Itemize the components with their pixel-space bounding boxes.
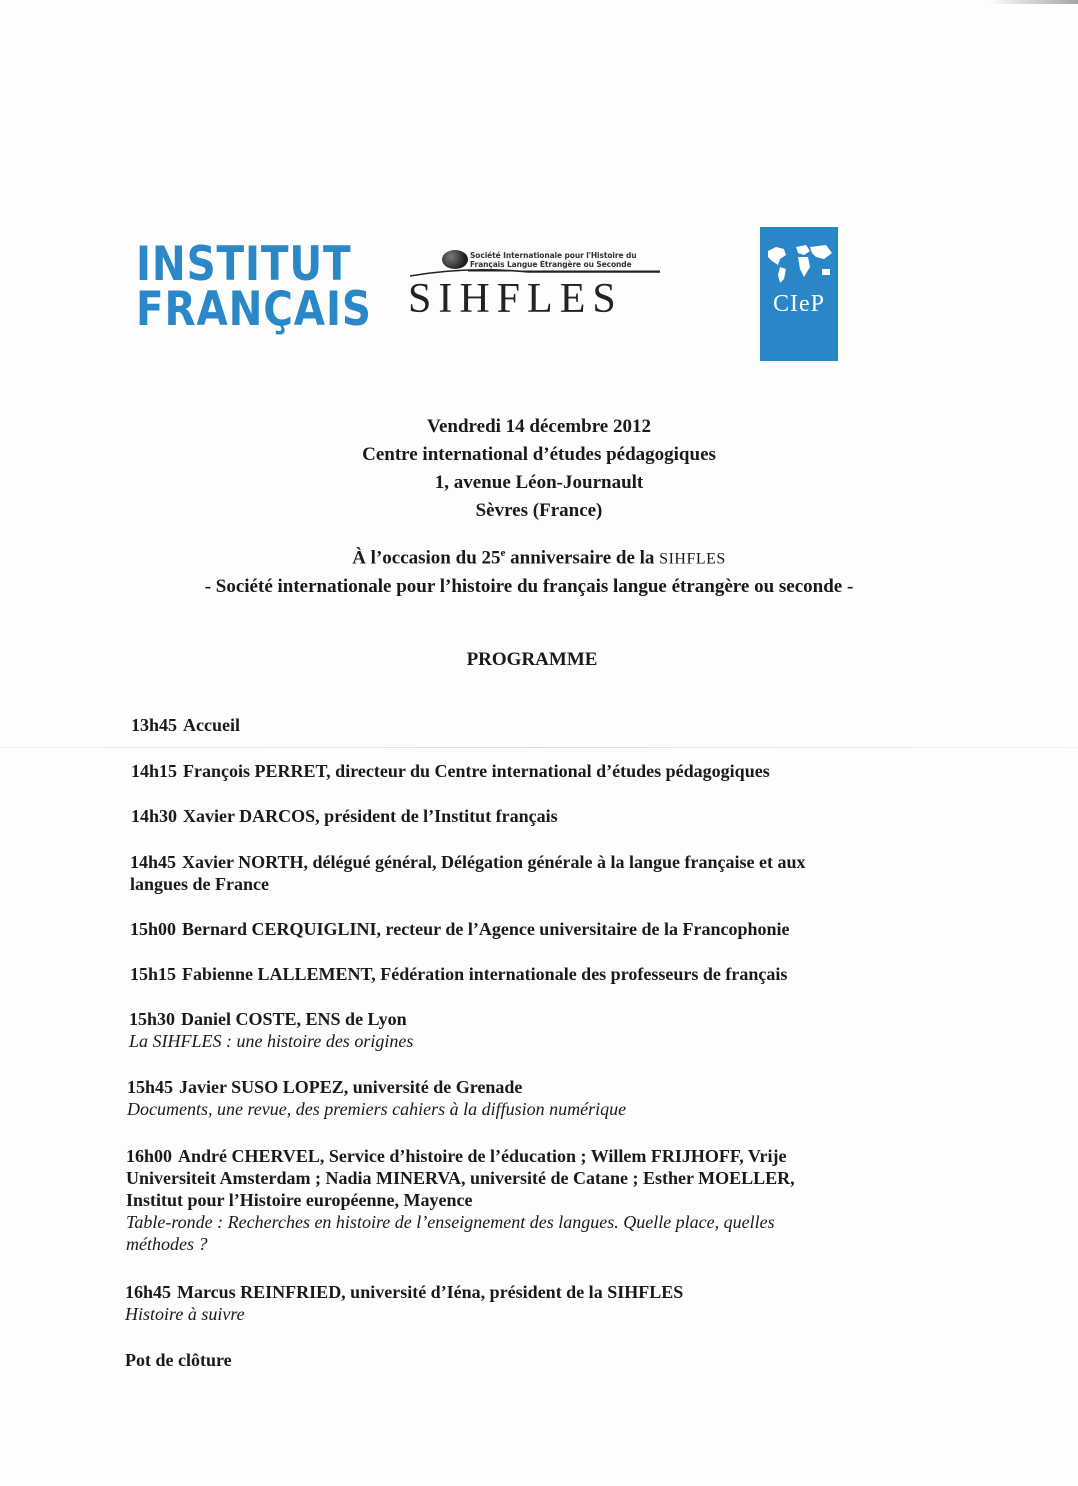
institut-logo-line1: INSTITUT (136, 237, 352, 292)
occasion-superscript: e (500, 547, 506, 559)
programme-item (126, 1145, 795, 1255)
sihfles-logo-name: SIHFLES (408, 276, 623, 322)
item-time: 16h00 (126, 1146, 173, 1166)
item-text-continued: Universiteit Amsterdam ; Nadia MINERVA, université de Catane ; Esther MOELLER, (126, 1168, 795, 1188)
world-map-icon (762, 241, 836, 285)
institut-francais-logo (136, 237, 372, 337)
item-time: 13h45 (131, 715, 178, 735)
programme-item (130, 851, 805, 895)
event-address: 1, avenue Léon-Journault (434, 472, 644, 493)
programme-item (129, 1008, 413, 1052)
scan-edge-mark (988, 0, 1078, 4)
programme-item (130, 963, 787, 985)
item-time: 14h15 (131, 761, 178, 781)
item-time: 14h30 (131, 806, 178, 826)
institut-logo-line2: FRANÇAIS (136, 282, 372, 337)
programme-title: PROGRAMME (466, 649, 598, 670)
occasion-mid: anniversaire de la (505, 547, 660, 569)
item-text-continued: Institut pour l’Histoire européenne, Mayence (126, 1190, 473, 1210)
item-talk-title: Documents, une revue, des premiers cahiers à la diffusion numérique (127, 1099, 627, 1119)
programme-item (127, 1076, 626, 1120)
event-venue: Centre international d’études pédagogiques (362, 444, 716, 465)
item-talk-title: La SIHFLES : une histoire des origines (129, 1031, 414, 1051)
occasion-prefix: À l’occasion du 25 (352, 547, 501, 569)
item-time: 15h15 (130, 964, 177, 984)
item-text: Fabienne LALLEMENT, Fédération internationale des professeurs de français (182, 964, 788, 984)
item-text-continued: langues de France (130, 874, 269, 894)
ciep-logo-label: CIeP (773, 291, 825, 317)
programme-item (131, 805, 558, 827)
occasion-org: SIHFLES (659, 550, 726, 568)
item-text: François PERRET, directeur du Centre international d’études pédagogiques (183, 761, 770, 781)
item-time: 14h45 (130, 852, 177, 872)
programme-item (130, 918, 789, 940)
item-time: 16h45 (125, 1282, 172, 1302)
item-talk-title: Histoire à suivre (125, 1304, 245, 1324)
programme-item (131, 760, 770, 782)
item-time: 15h00 (130, 919, 177, 939)
ciep-logo (760, 227, 838, 361)
sihfles-tagline (470, 251, 662, 269)
item-text: Bernard CERQUIGLINI, recteur de l’Agence universitaire de la Francophonie (182, 919, 790, 939)
globe-icon (442, 250, 468, 269)
item-text: Daniel COSTE, ENS de Lyon (181, 1009, 407, 1029)
society-name: - Société internationale pour l’histoire du français langue étrangère ou seconde - (204, 576, 854, 597)
sihfles-tagline-line2: Français Langue Etrangère ou Seconde (470, 260, 632, 269)
item-text: Xavier NORTH, délégué général, Délégation générale à la langue française et aux (182, 852, 806, 872)
programme-item (125, 1281, 683, 1325)
item-text: Accueil (183, 715, 240, 735)
event-city: Sèvres (France) (475, 500, 603, 521)
paper-fold-line (0, 747, 1078, 748)
item-time: 15h30 (129, 1009, 176, 1029)
event-date: Vendredi 14 décembre 2012 (427, 416, 651, 437)
sihfles-logo (408, 248, 660, 320)
item-time: 15h45 (127, 1077, 174, 1097)
programme-closing (125, 1349, 232, 1371)
item-text: Javier SUSO LOPEZ, université de Grenade (179, 1077, 523, 1097)
item-talk-title-continued: méthodes ? (126, 1234, 208, 1254)
sihfles-tagline-line1: Société Internationale pour l'Histoire du (470, 251, 637, 260)
programme-item (131, 714, 240, 736)
item-text: Xavier DARCOS, président de l’Institut français (183, 806, 558, 826)
closing-text: Pot de clôture (125, 1350, 232, 1370)
item-text: André CHERVEL, Service d’histoire de l’éducation ; Willem FRIJHOFF, Vrije (178, 1146, 787, 1166)
event-occasion (0, 547, 1078, 569)
item-text: Marcus REINFRIED, université d’Iéna, président de la SIHFLES (177, 1282, 684, 1302)
item-talk-title: Table-ronde : Recherches en histoire de l’enseignement des langues. Quelle place, quelles (126, 1212, 775, 1232)
